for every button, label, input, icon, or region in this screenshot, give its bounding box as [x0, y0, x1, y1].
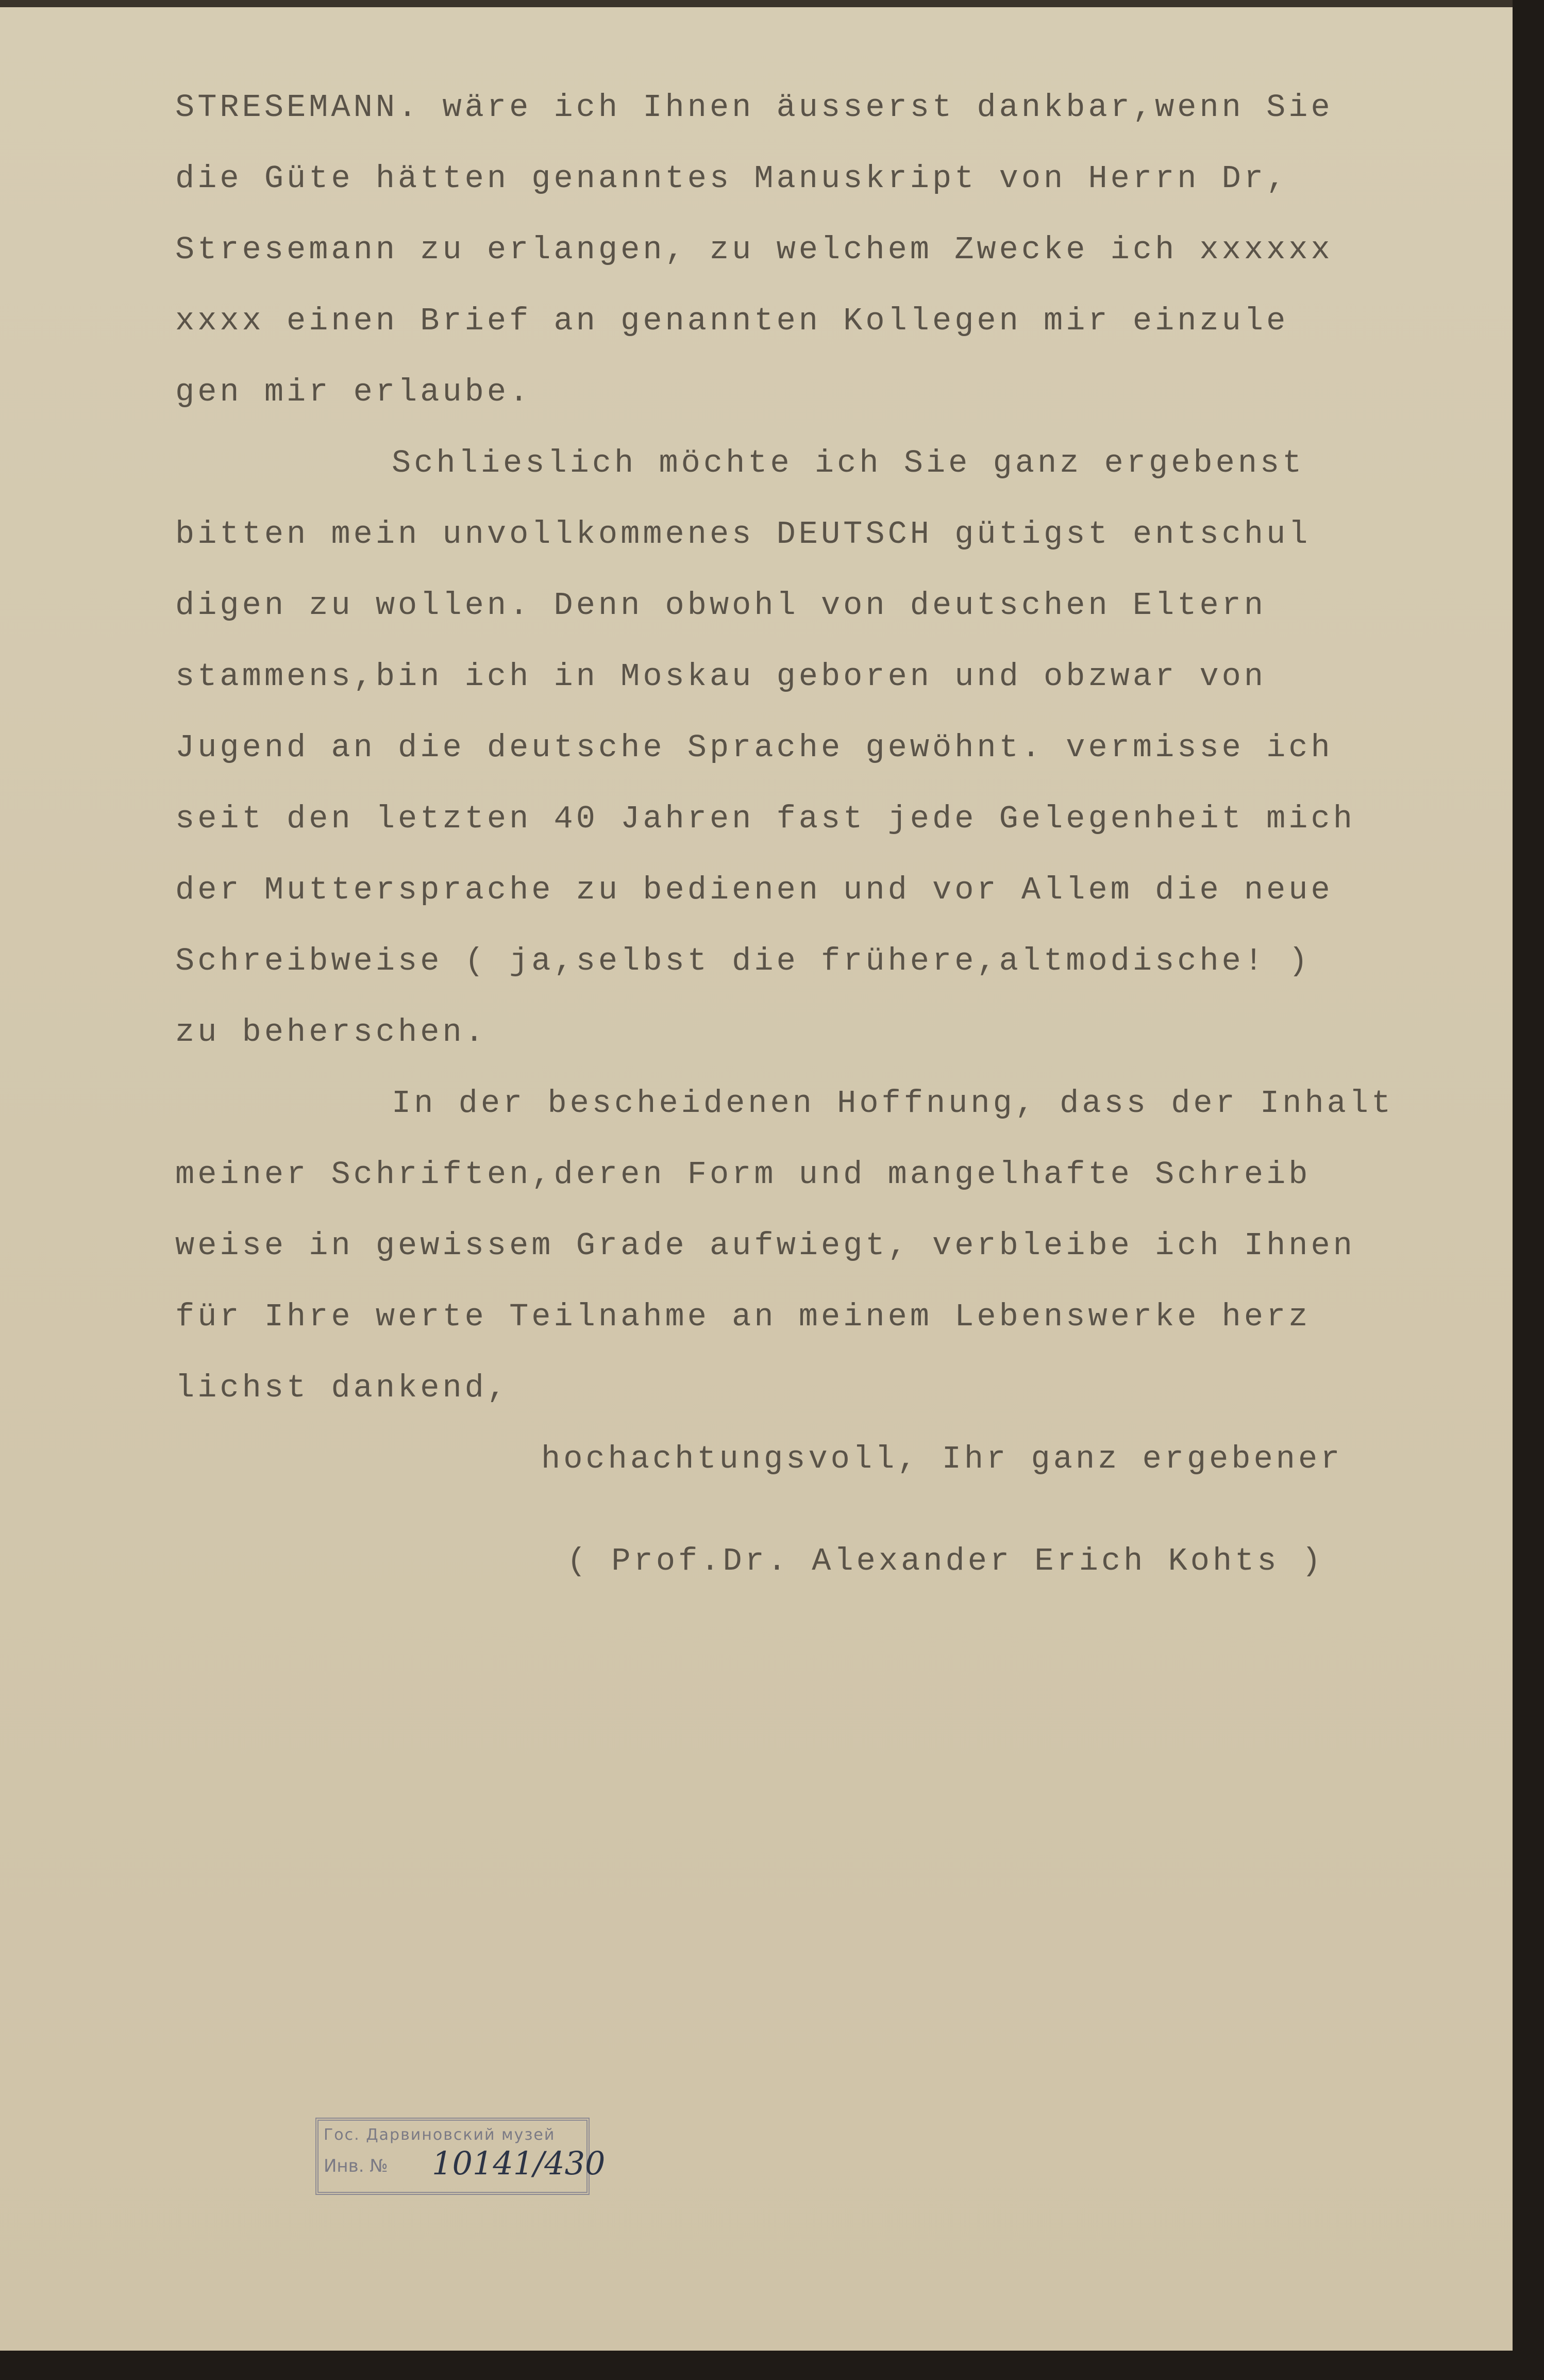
page-bottom-edge: [0, 2351, 1544, 2380]
page-top-edge: [0, 0, 1513, 7]
text-line: lichst dankend,: [175, 1370, 510, 1406]
signature-line: ( Prof.Dr. Alexander Erich Kohts ): [567, 1543, 1324, 1579]
stamp-museum-name: Гос. Дарвиновский музей: [324, 2126, 556, 2144]
text-line: Jugend an die deutsche Sprache gewöhnt. vermisse ich: [175, 729, 1333, 766]
text-line: der Muttersprache zu bedienen und vor Allem die neue: [175, 872, 1333, 908]
text-line: zu beherschen.: [175, 1014, 487, 1051]
text-line: bitten mein unvollkommenes DEUTSCH gütigst entschul: [175, 516, 1311, 553]
museum-inventory-stamp: [315, 2118, 606, 2195]
text-line: Stresemann zu erlangen, zu welchem Zwecke ich xxxxxx: [175, 231, 1333, 268]
text-line: Schreibweise ( ja,selbst die frühere,altmodische! ): [175, 943, 1311, 979]
text-line: seit den letzten 40 Jahren fast jede Gelegenheit mich: [175, 801, 1355, 837]
stamp-inventory-label: Инв. №: [324, 2156, 388, 2176]
paragraph-start: In der bescheidenen Hoffnung, dass der Inhalt: [392, 1085, 1394, 1122]
stamp-inventory-number: 10141/430: [432, 2144, 606, 2182]
text-line: gen mir erlaube.: [175, 374, 532, 410]
letter-body: [175, 72, 1422, 1597]
text-line: die Güte hätten genanntes Manuskript von Herrn Dr,: [175, 160, 1289, 197]
text-line: xxxx einen Brief an genannten Kollegen mir einzule: [175, 303, 1289, 339]
text-line: digen zu wollen. Denn obwohl von deutschen Eltern: [175, 587, 1267, 624]
text-line: meiner Schriften,deren Form und mangelhafte Schreib: [175, 1156, 1311, 1193]
text-line: weise in gewissem Grade aufwiegt, verbleibe ich Ihnen: [175, 1227, 1355, 1264]
paragraph-start: Schlieslich möchte ich Sie ganz ergebenst: [392, 445, 1305, 481]
text-line: stammens,bin ich in Moskau geboren und obzwar von: [175, 658, 1267, 695]
closing-phrase: hochachtungsvoll, Ihr ganz ergebener: [541, 1441, 1343, 1477]
page-right-edge: [1513, 0, 1544, 2380]
text-line: für Ihre werte Teilnahme an meinem Lebenswerke herz: [175, 1299, 1311, 1335]
text-line: STRESEMANN. wäre ich Ihnen äusserst dankbar,wenn Sie: [175, 89, 1333, 126]
